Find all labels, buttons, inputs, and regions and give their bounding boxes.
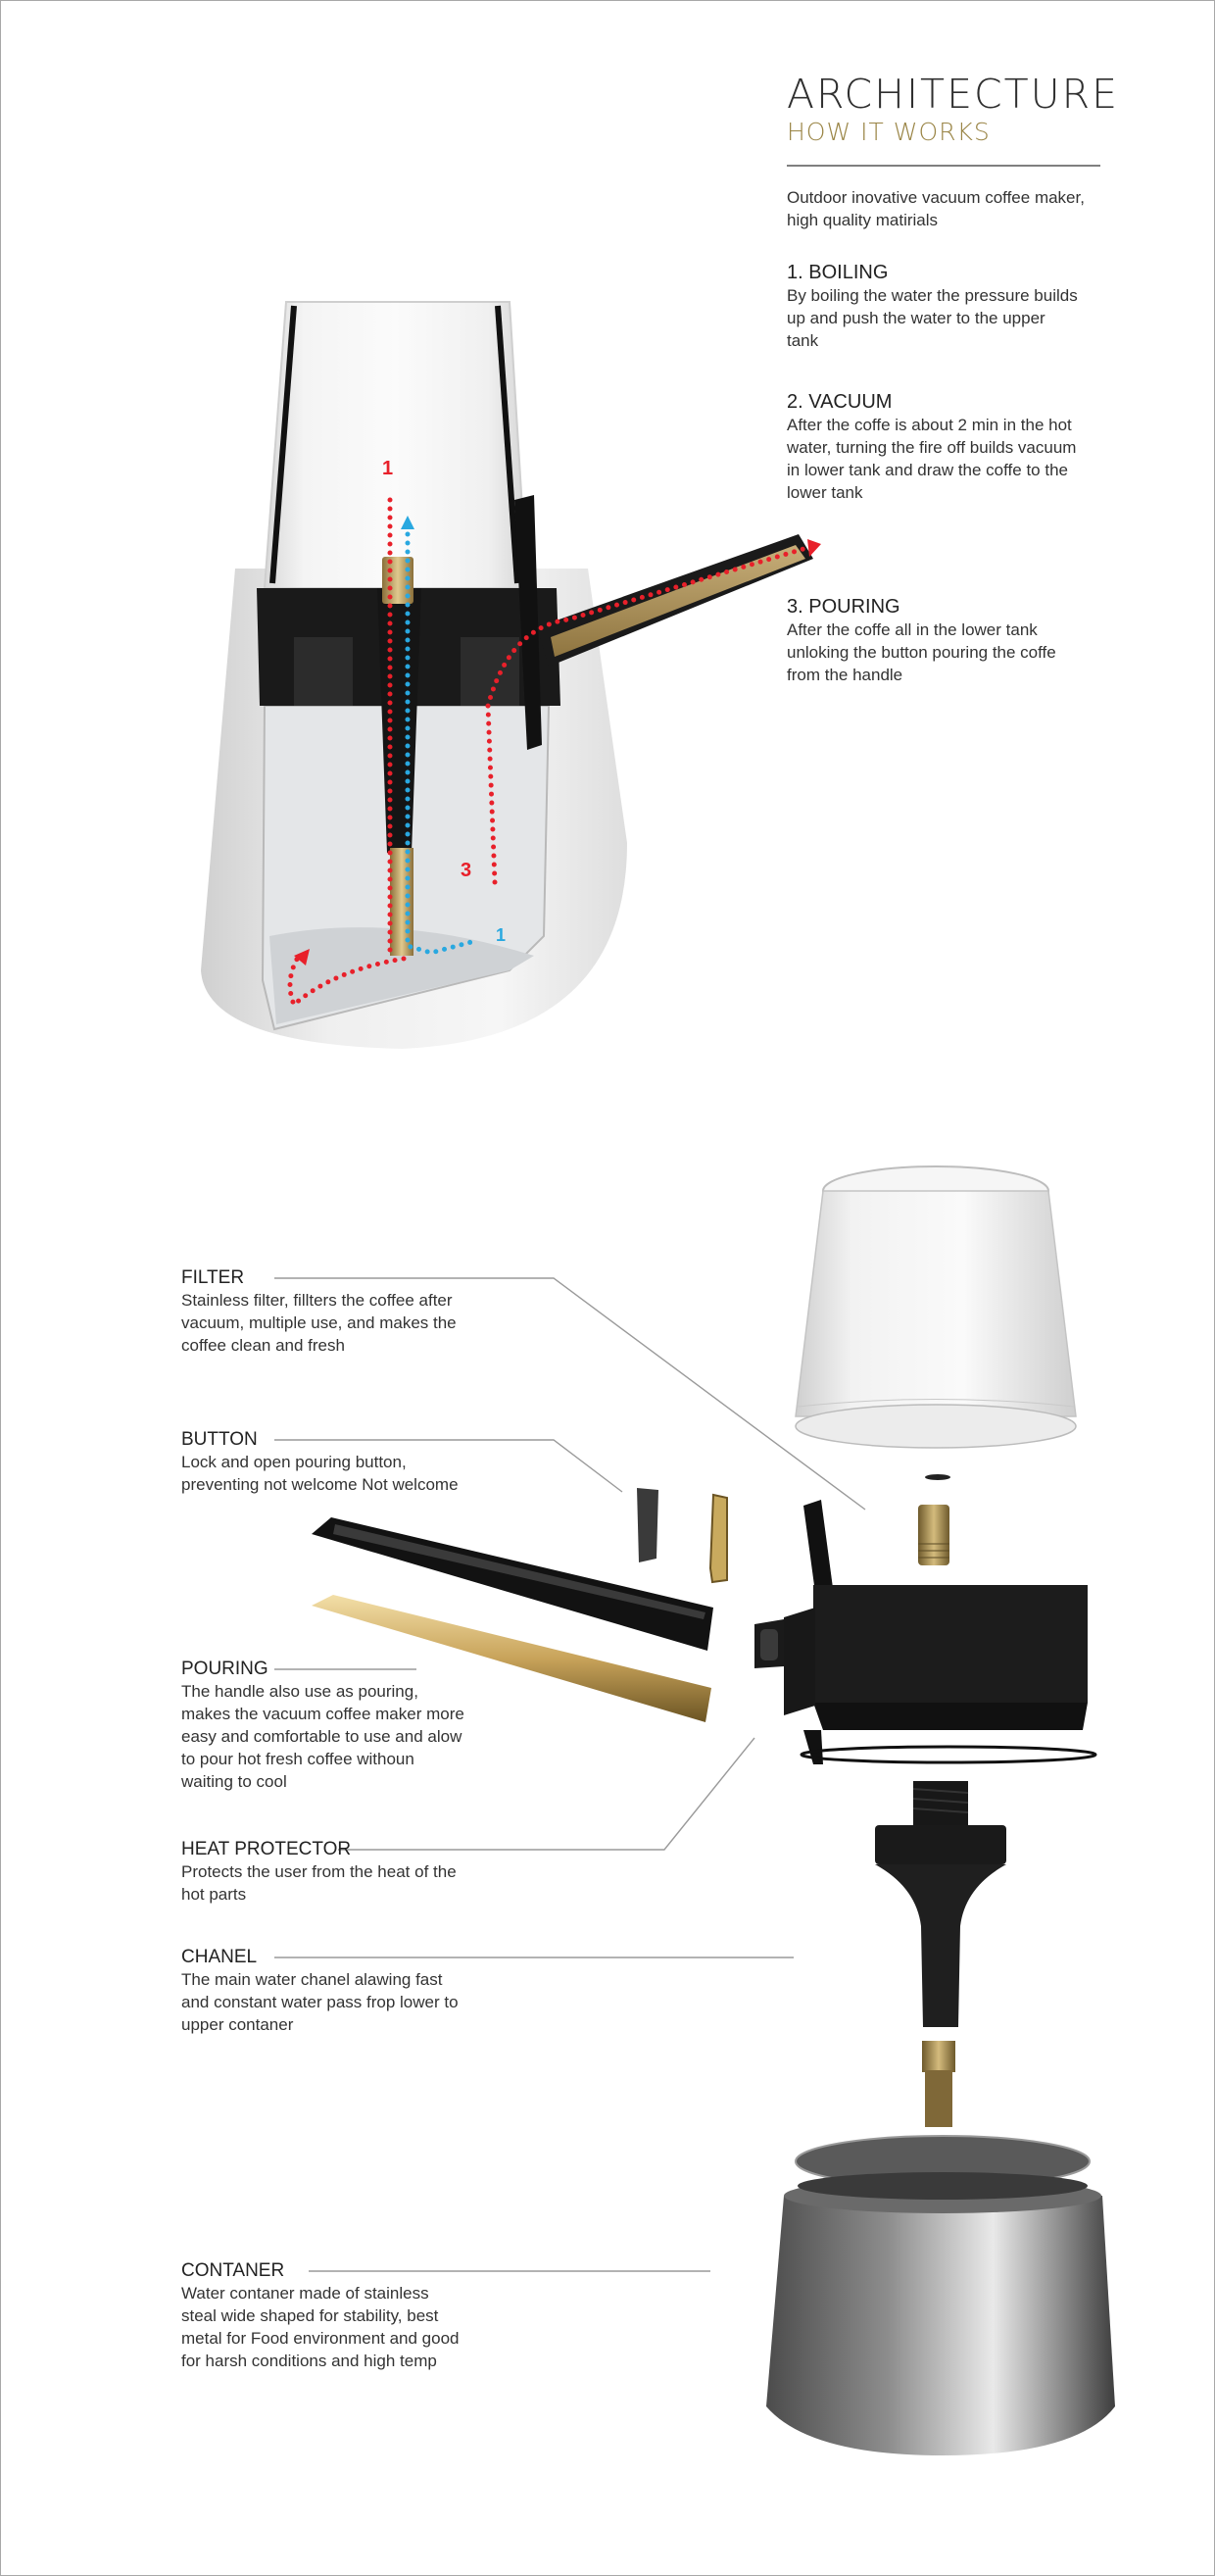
part-name: HEAT PROTECTOR: [181, 1839, 352, 1859]
part-description: The handle also use as pouring, makes the vacuum coffee maker more easy and comfortable to use and alow to pour hot fresh coffee withoun waiting to cool: [181, 1682, 464, 1791]
arrow-pour-icon: [807, 539, 821, 557]
intro-text: Outdoor inovative vacuum coffee maker, high quality matirials: [787, 188, 1085, 229]
step-text: After the coffe all in the lower tank unloking the button pouring the coffe from the handle: [787, 620, 1056, 684]
part-label-heat-protector: [181, 1838, 465, 1906]
flow-label-1-blue: 1: [496, 925, 507, 945]
part-seal-large: [802, 1747, 1095, 1762]
step-title: 1. BOILING: [787, 262, 889, 283]
part-name: CHANEL: [181, 1947, 258, 1967]
part-seal-small: [925, 1474, 950, 1480]
part-name: BUTTON: [181, 1429, 258, 1450]
flow-label-3: 3: [461, 860, 472, 881]
part-label-contaner: [181, 2259, 465, 2372]
part-filter: [918, 1505, 949, 1565]
part-name: CONTANER: [181, 2260, 285, 2281]
part-label-filter: [181, 1266, 465, 1357]
step-title: 3. POURING: [787, 596, 900, 618]
part-description: Stainless filter, fillters the coffee after vacuum, multiple use, and makes the coffee clean and fresh: [181, 1291, 457, 1355]
page-subtitle: HOW IT WORKS: [787, 118, 991, 146]
step-title: 2. VACUUM: [787, 391, 893, 413]
step-text: By boiling the water the pressure builds up and push the water to the upper tank: [787, 286, 1078, 350]
flow-label-1: 1: [382, 458, 394, 479]
part-label-chanel: [181, 1946, 465, 2036]
part-label-button: [181, 1428, 465, 1496]
upper-glass: [265, 302, 527, 588]
part-description: Protects the user from the heat of the hot parts: [181, 1862, 457, 1904]
part-name: POURING: [181, 1659, 268, 1679]
part-label-pouring: [181, 1658, 465, 1793]
part-upper-glass: [796, 1166, 1076, 1448]
part-container: [766, 2136, 1115, 2455]
part-channel: [875, 1781, 1006, 2027]
part-description: Water contaner made of stainless steal wide shaped for stability, best metal for Food environment and good for harsh conditions and high temp: [181, 2284, 460, 2370]
part-description: The main water chanel alawing fast and constant water pass frop lower to upper contaner: [181, 1970, 459, 2034]
part-button: [637, 1488, 658, 1562]
step-text: After the coffe is about 2 min in the hot water, turning the fire off builds vacuum in lower tank and draw the coffe to the lower tank: [787, 416, 1077, 502]
part-button-frame: [710, 1495, 727, 1582]
page-title: ARCHITECTURE: [787, 71, 1120, 118]
cutaway-diagram: [0, 0, 1215, 1078]
part-name: FILTER: [181, 1267, 245, 1288]
part-description: Lock and open pouring button, preventing not welcome Not welcome: [181, 1453, 459, 1494]
part-brass-connector: [922, 2041, 955, 2127]
